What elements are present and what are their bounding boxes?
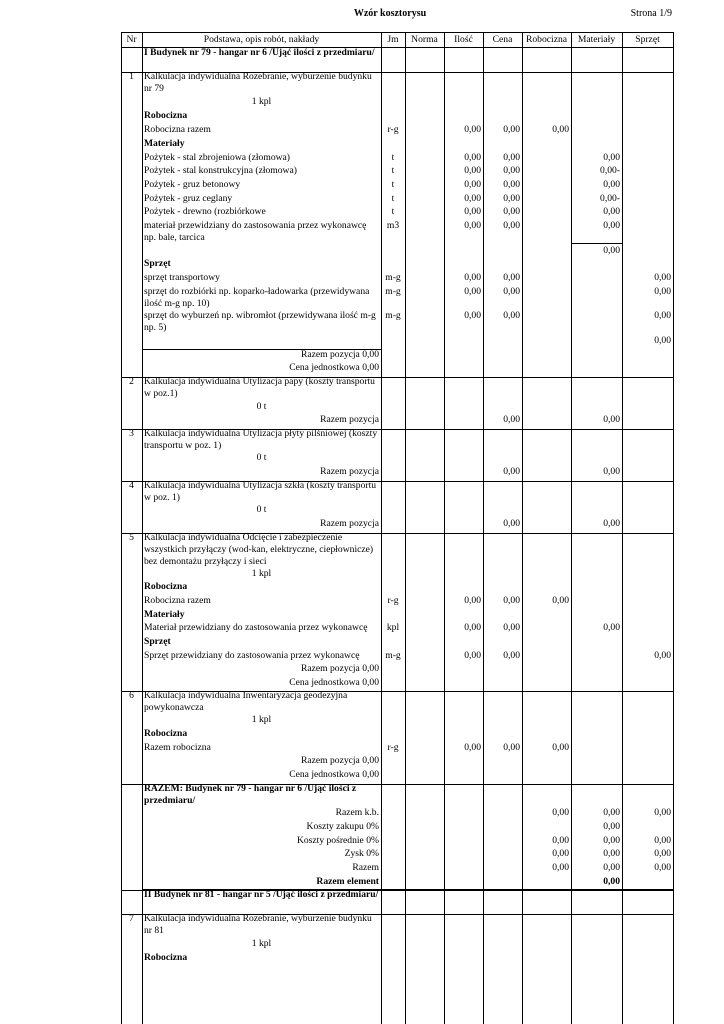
cell-description: Razem pozycja	[320, 518, 379, 529]
cell-equipment: 0,00	[654, 862, 671, 873]
cell-quantity: 0,00	[464, 179, 481, 190]
cell-description: sprzęt do wyburzeń np. wibromłot (przewidywana ilość m-g np. 5)	[144, 310, 376, 333]
column-header-price: Cena	[492, 34, 513, 45]
cell-quantity: 0,00	[464, 595, 481, 606]
row-rule	[121, 32, 673, 33]
cell-description: Pożytek - gruz ceglany	[144, 193, 233, 204]
cell-description: Razem k.b.	[335, 807, 379, 818]
cell-price: 0,00	[503, 165, 520, 176]
column-header-equipment: Sprzęt	[635, 34, 660, 45]
cell-quantity: 0,00	[464, 650, 481, 661]
cell-description: Kalkulacja indywidualna Rozebranie, wyburzenie budynku nr 79	[144, 71, 372, 94]
cell-quantity: 0,00	[464, 742, 481, 753]
cell-description: Robocizna	[144, 728, 188, 739]
cell-description: 1 kpl	[251, 568, 272, 579]
column-header-materials: Materiały	[577, 34, 616, 45]
cell-description: Razem	[352, 862, 379, 873]
cell-price: 0,00	[503, 414, 520, 425]
cell-description: Sprzęt	[144, 258, 171, 269]
cell-unit: m3	[386, 220, 400, 231]
cell-materials: 0,00-	[600, 165, 620, 176]
cell-description: 0 t	[256, 401, 267, 412]
cell-description: Kalkulacja indywidualna Utylizacja płyty pilśniowej (koszty transportu w poz. 1)	[144, 428, 378, 451]
cell-nr: 6	[129, 690, 134, 701]
cell-unit: m-g	[385, 650, 401, 661]
cell-price: 0,00	[503, 179, 520, 190]
cell-quantity: 0,00	[464, 124, 481, 135]
cell-description: RAZEM: Budynek nr 79 - hangar nr 6 /Ująć ilości z przedmiaru/	[144, 783, 357, 806]
cell-description: Pożytek - stal konstrukcyjna (złomowa)	[144, 165, 297, 176]
cell-description: Pożytek - gruz betonowy	[144, 179, 241, 190]
cell-description: Robocizna	[144, 952, 188, 963]
cell-description: Razem pozycja 0,00	[300, 755, 379, 766]
cell-description: Robocizna	[144, 581, 188, 592]
cell-price: 0,00	[503, 310, 520, 321]
cell-nr: 3	[129, 428, 134, 439]
cell-equipment: 0,00	[654, 286, 671, 297]
cell-materials: 0,00	[603, 848, 620, 859]
cell-quantity: 0,00	[464, 193, 481, 204]
cell-description: Koszty zakupu 0%	[306, 821, 379, 832]
cell-price: 0,00	[503, 193, 520, 204]
cell-materials: 0,00	[603, 876, 620, 887]
cell-description: Robocizna	[144, 110, 188, 121]
cell-nr: 1	[129, 71, 134, 82]
cell-description: Pożytek - drewno (rozbiórkowe	[144, 206, 266, 217]
cell-description: Materiał przewidziany do zastosowania przez wykonawcę	[144, 622, 368, 633]
cell-quantity: 0,00	[464, 206, 481, 217]
cell-description: Razem pozycja 0,00	[300, 349, 379, 360]
cell-description: Razem pozycja	[320, 466, 379, 477]
column-rule	[405, 32, 406, 1024]
cell-price: 0,00	[503, 742, 520, 753]
cell-description: I Budynek nr 79 - hangar nr 6 /Ująć ilości z przedmiaru/	[144, 47, 375, 58]
cell-description: Cena jednostkowa 0,00	[289, 362, 379, 373]
cell-description: 0 t	[256, 504, 267, 515]
column-rule	[142, 32, 143, 1024]
cell-unit: t	[391, 179, 395, 190]
cell-price: 0,00	[503, 124, 520, 135]
cell-description: Robocizna razem	[144, 124, 211, 135]
cell-price: 0,00	[503, 152, 520, 163]
cell-materials: 0,00	[603, 835, 620, 846]
cell-description: II Budynek nr 81 - hangar nr 5 /Ująć ilości z przedmiaru/	[144, 889, 379, 900]
cell-description: Koszty pośrednie 0%	[296, 835, 379, 846]
cell-description: Zysk 0%	[344, 848, 379, 859]
cell-quantity: 0,00	[464, 220, 481, 231]
column-header-labour: Robocizna	[525, 34, 568, 45]
cell-quantity: 0,00	[464, 310, 481, 321]
cell-description: Kalkulacja indywidualna Rozebranie, wyburzenie budynku nr 81	[144, 913, 372, 936]
cell-quantity: 0,00	[464, 622, 481, 633]
column-rule	[522, 32, 523, 1024]
column-header-nr: Nr	[126, 34, 137, 45]
cell-labour: 0,00	[552, 848, 569, 859]
cell-nr: 4	[129, 480, 134, 491]
cell-price: 0,00	[503, 622, 520, 633]
cell-materials: 0,00	[603, 466, 620, 477]
cell-unit: kpl	[386, 622, 400, 633]
cell-materials: 0,00	[603, 821, 620, 832]
column-header-description: Podstawa, opis robót, nakłady	[203, 34, 320, 45]
cell-quantity: 0,00	[464, 152, 481, 163]
cell-quantity: 0,00	[464, 272, 481, 283]
cell-nr: 2	[129, 376, 134, 387]
cell-nr: 5	[129, 532, 134, 543]
cell-price: 0,00	[503, 595, 520, 606]
cell-equipment: 0,00	[654, 848, 671, 859]
cell-description: Kalkulacja indywidualna Odcięcie i zabezpieczenie wszystkich przyłączy (wod-kan, elektryczne, ciepłownicze) bez demontażu przyłączy i sieci	[144, 532, 374, 567]
cell-labour: 0,00	[552, 595, 569, 606]
cell-description: Pożytek - stal zbrojeniowa (złomowa)	[144, 152, 290, 163]
cell-price: 0,00	[503, 220, 520, 231]
cell-materials: 0,00	[603, 414, 620, 425]
column-rule	[622, 32, 623, 1024]
cell-equipment: 0,00	[654, 310, 671, 321]
column-rule	[673, 32, 674, 1024]
cell-price: 0,00	[503, 272, 520, 283]
cell-labour: 0,00	[552, 835, 569, 846]
cell-description: Razem pozycja	[320, 414, 379, 425]
cell-description: Materiały	[144, 609, 185, 620]
cell-description: sprzęt transportowy	[144, 272, 220, 283]
cell-description: 1 kpl	[251, 96, 272, 107]
cell-description: Sprzęt	[144, 636, 171, 647]
cell-materials: 0,00	[603, 152, 620, 163]
document-title: Wzór kosztorysu	[353, 8, 427, 19]
cell-materials: 0,00	[603, 862, 620, 873]
cell-materials: 0,00	[603, 245, 620, 256]
cell-materials: 0,00	[603, 622, 620, 633]
cell-description: Kalkulacja indywidualna Utylizacja papy (koszty transportu w poz.1)	[144, 376, 375, 399]
cell-materials: 0,00	[603, 807, 620, 818]
cell-price: 0,00	[503, 650, 520, 661]
cell-description: Sprzęt przewidziany do zastosowania przez wykonawcę	[144, 650, 360, 661]
cell-price: 0,00	[503, 206, 520, 217]
cell-description: materiał przewidziany do zastosowania przez wykonawcę np. bale, tarcica	[144, 220, 367, 243]
cell-unit: t	[391, 193, 395, 204]
cell-materials: 0,00	[603, 518, 620, 529]
cell-description: Razem element	[316, 876, 379, 887]
cell-labour: 0,00	[552, 862, 569, 873]
column-header-unit: Jm	[387, 34, 399, 45]
cell-equipment: 0,00	[654, 650, 671, 661]
cell-materials: 0,00	[603, 179, 620, 190]
cell-equipment: 0,00	[654, 807, 671, 818]
column-header-quantity: Ilość	[454, 34, 473, 45]
cell-equipment: 0,00	[654, 835, 671, 846]
cell-labour: 0,00	[552, 807, 569, 818]
cell-description: sprzęt do rozbiórki np. koparko-ładowarka (przewidywana ilość m-g np. 10)	[144, 286, 370, 309]
column-header-norm: Norma	[411, 34, 438, 45]
cell-description: Razem pozycja 0,00	[300, 663, 379, 674]
cell-materials: 0,00-	[600, 193, 620, 204]
cell-description: 0 t	[256, 452, 267, 463]
cell-unit: m-g	[385, 310, 401, 321]
cell-description: Cena jednostkowa 0,00	[289, 677, 379, 688]
cell-description: Cena jednostkowa 0,00	[289, 769, 379, 780]
cell-unit: r-g	[387, 742, 399, 753]
cell-price: 0,00	[503, 518, 520, 529]
column-rule	[121, 32, 122, 1024]
cell-quantity: 0,00	[464, 286, 481, 297]
cell-equipment: 0,00	[654, 272, 671, 283]
cell-materials: 0,00	[603, 220, 620, 231]
cell-unit: m-g	[385, 286, 401, 297]
cell-quantity: 0,00	[464, 165, 481, 176]
cell-description: Razem robocizna	[144, 742, 211, 753]
cell-unit: t	[391, 152, 395, 163]
cell-labour: 0,00	[552, 742, 569, 753]
cell-unit: t	[391, 165, 395, 176]
cell-unit: m-g	[385, 272, 401, 283]
cell-price: 0,00	[503, 286, 520, 297]
page-number: Strona 1/9	[630, 8, 672, 19]
cell-price: 0,00	[503, 466, 520, 477]
cell-labour: 0,00	[552, 124, 569, 135]
cell-description: Robocizna razem	[144, 595, 211, 606]
cell-description: Kalkulacja indywidualna Inwentaryzacja geodezyjna powykonawcza	[144, 690, 348, 713]
row-rule	[571, 243, 622, 244]
cell-unit: t	[391, 206, 395, 217]
cell-description: 1 kpl	[251, 938, 272, 949]
cell-unit: r-g	[387, 595, 399, 606]
cell-nr: 7	[129, 913, 134, 924]
cell-unit: r-g	[387, 124, 399, 135]
cell-description: Kalkulacja indywidualna Utylizacja szkła (koszty transportu w poz. 1)	[144, 480, 377, 503]
cell-description: Materiały	[144, 138, 185, 149]
cell-description: 1 kpl	[251, 714, 272, 725]
cell-materials: 0,00	[603, 206, 620, 217]
cell-equipment: 0,00	[654, 335, 671, 346]
